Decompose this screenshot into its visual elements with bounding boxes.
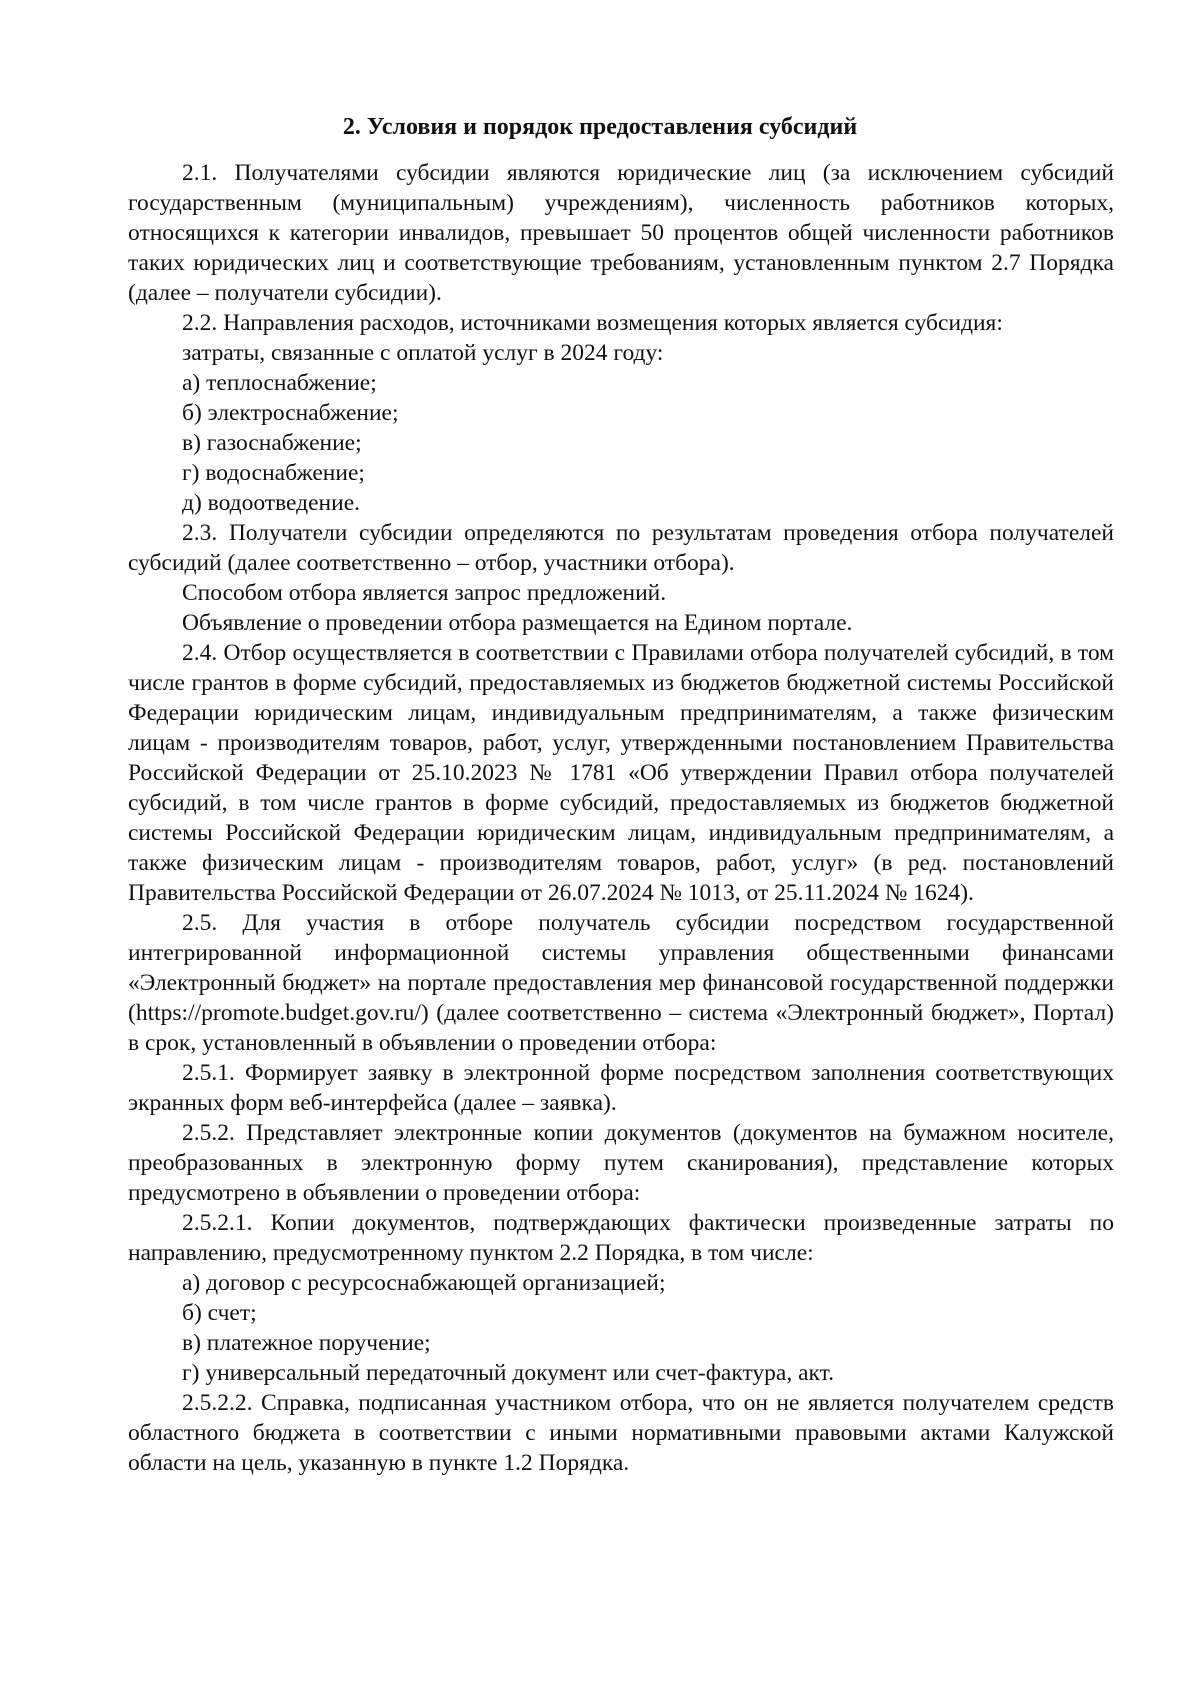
list-item-heat: а) теплоснабжение; <box>182 370 377 396</box>
paragraph-2-3: 2.3. Получатели субсидии определяются по результатам проведения отбора получателей субсидий (далее соответственно – отбор, участники отбора). <box>128 520 1114 576</box>
paragraph-2-5-1: 2.5.1. Формирует заявку в электронной форме посредством заполнения соответствующих экранных форм веб-интерфейса (далее – заявка). <box>128 1060 1114 1116</box>
paragraph-2-2: 2.2. Направления расходов, источниками возмещения которых является субсидия: <box>182 310 1003 336</box>
document-body <box>128 158 1114 1478</box>
paragraph-2-5-2-2: 2.5.2.2. Справка, подписанная участником отбора, что он не является получателем средств областного бюджета в соответствии с иными нормативными правовыми актами Калужской области на цель, указанную в пункте 1.2 Порядка. <box>128 1390 1114 1476</box>
list-item-contract: а) договор с ресурсоснабжающей организацией; <box>182 1270 666 1296</box>
paragraph-2-2-intro: затраты, связанные с оплатой услуг в 2024 году: <box>182 340 664 366</box>
list-item-drainage: д) водоотведение. <box>182 490 361 516</box>
list-item-gas: в) газоснабжение; <box>182 430 362 456</box>
paragraph-2-5: 2.5. Для участия в отборе получатель субсидии посредством государственной интегрированной информационной системы управления общественными финансами «Электронный бюджет» на портале предоставления мер финансовой государственной поддержки (https://promote.budget.gov.ru/) (далее соответственно – система «Электронный бюджет», Портал) в срок, установленный в объявлении о проведении отбора: <box>128 910 1114 1056</box>
list-item-payment-order: в) платежное поручение; <box>182 1330 431 1356</box>
paragraph-selection-method: Способом отбора является запрос предложений. <box>182 580 667 606</box>
list-item-invoice: б) счет; <box>182 1300 257 1326</box>
paragraph-2-1: 2.1. Получателями субсидии являются юридические лиц (за исключением субсидий государственным (муниципальным) учреждениям), численность работников которых, относящихся к категории инвалидов, превышает 50 процентов общей численности работников таких юридических лиц и соответствующие требованиям, установленным пунктом 2.7 Порядка (далее – получатели субсидии). <box>128 160 1114 306</box>
list-item-water: г) водоснабжение; <box>182 460 365 486</box>
list-item-electricity: б) электроснабжение; <box>182 400 399 426</box>
paragraph-announcement: Объявление о проведении отбора размещается на Едином портале. <box>182 610 853 636</box>
section-title: 2. Условия и порядок предоставления субсидий <box>342 114 858 140</box>
list-item-transfer-document: г) универсальный передаточный документ или счет-фактура, акт. <box>182 1360 835 1386</box>
paragraph-2-4: 2.4. Отбор осуществляется в соответствии с Правилами отбора получателей субсидий, в том числе грантов в форме субсидий, предоставляемых из бюджетов бюджетной системы Российской Федерации юридическим лицам, индивидуальным предпринимателям, а также физическим лицам - производителям товаров, работ, услуг, утвержденными постановлением Правительства Российской Федерации от 25.10.2023 № 1781 «Об утверждении Правил отбора получателей субсидий, в том числе грантов в форме субсидий, предоставляемых из бюджетов бюджетной системы Российской Федерации юридическим лицам, индивидуальным предпринимателям, а также физическим лицам - производителям товаров, работ, услуг» (в ред. постановлений Правительства Российской Федерации от 26.07.2024 № 1013, от 25.11.2024 № 1624). <box>128 640 1114 906</box>
paragraph-2-5-2: 2.5.2. Представляет электронные копии документов (документов на бумажном носителе, преобразованных в электронную форму путем сканирования), представление которых предусмотрено в объявлении о проведении отбора: <box>128 1120 1114 1206</box>
paragraph-2-5-2-1: 2.5.2.1. Копии документов, подтверждающих фактически произведенные затраты по направлению, предусмотренному пунктом 2.2 Порядка, в том числе: <box>128 1210 1114 1266</box>
